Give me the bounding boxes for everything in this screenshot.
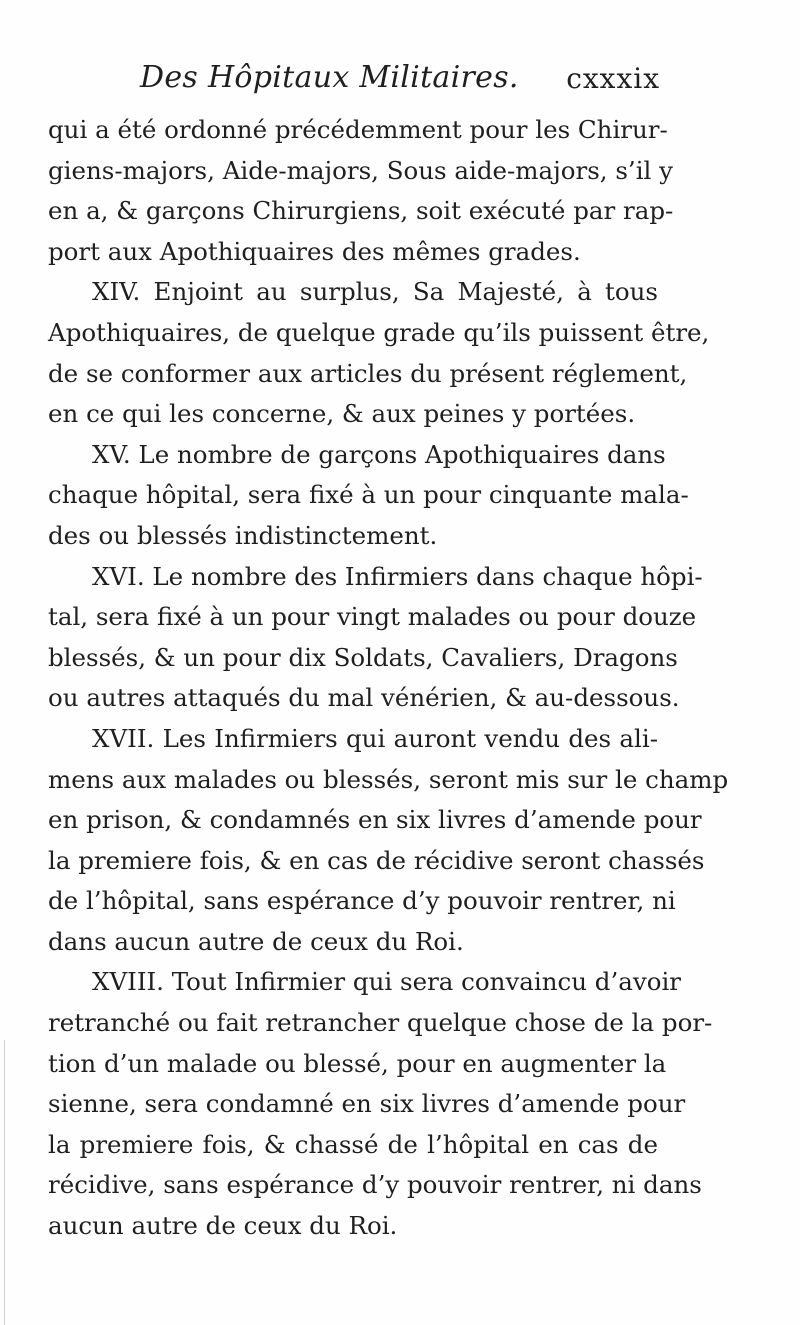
text-line: tion d’un malade ou blessé, pour en augmenter la [48,1048,667,1078]
text-line: la premiere fois, & chassé de l’hôpital en cas de [48,1129,658,1159]
article-xvii-start: XVII. Les Infirmiers qui auront vendu des ali- [92,723,658,753]
text-line: chaque hôpital, sera fixé à un pour cinquante mala- [48,480,689,510]
text-line: en prison, & condamnés en six livres d’amende pour [48,805,702,835]
text-line: sienne, sera condamné en six livres d’amende pour [48,1089,686,1119]
article-xviii-start: XVIII. Tout Infirmier qui sera convaincu d’avoir [92,967,682,997]
text-line: blessés, & un pour dix Soldats, Cavaliers, Dragons [48,642,678,672]
text-line: dans aucun autre de ceux du Roi. [48,926,464,956]
text-line: tal, sera fixé à un pour vingt malades ou pour douze [48,602,697,632]
page-edge-mark [4,1040,5,1325]
text-line: port aux Apothiquaires des mêmes grades. [48,236,581,266]
text-line: retranché ou fait retrancher quelque chose de la por- [48,1008,713,1038]
text-line: de se conformer aux articles du présent réglement, [48,358,688,388]
text-line: ou autres attaqués du mal vénérien, & au-dessous. [48,683,680,713]
text-line: giens-majors, Aide-majors, Sous aide-majors, s’il y [48,155,674,185]
article-xvi-start: XVI. Le nombre des Infirmiers dans chaque hôpi- [92,561,703,591]
text-line: aucun autre de ceux du Roi. [48,1211,398,1241]
text-line: mens aux malades ou blessés, seront mis sur le champ [48,764,729,794]
text-line: en a, & garçons Chirurgiens, soit exécuté par rap- [48,196,674,226]
text-line: la premiere fois, & en cas de récidive seront chassés [48,845,705,875]
article-xiv-start: XIV. Enjoint au surplus, Sa Majesté, à tous [92,277,658,307]
body-text [48,110,729,1247]
page-number: cxxxix [566,62,660,95]
running-title: Des Hôpitaux Militaires. [140,60,519,95]
text-line: des ou blessés indistinctement. [48,520,438,550]
text-line: en ce qui les concerne, & aux peines y portées. [48,399,636,429]
running-header [140,60,660,104]
article-xv-start: XV. Le nombre de garçons Apothiquaires dans [92,439,666,469]
text-line: de l’hôpital, sans espérance d’y pouvoir rentrer, ni [48,886,676,916]
text-line: qui a été ordonné précédemment pour les Chirur- [48,115,668,144]
text-line: Apothiquaires, de quelque grade qu’ils puissent être, [48,317,710,347]
text-line: récidive, sans espérance d’y pouvoir rentrer, ni dans [48,1170,702,1200]
